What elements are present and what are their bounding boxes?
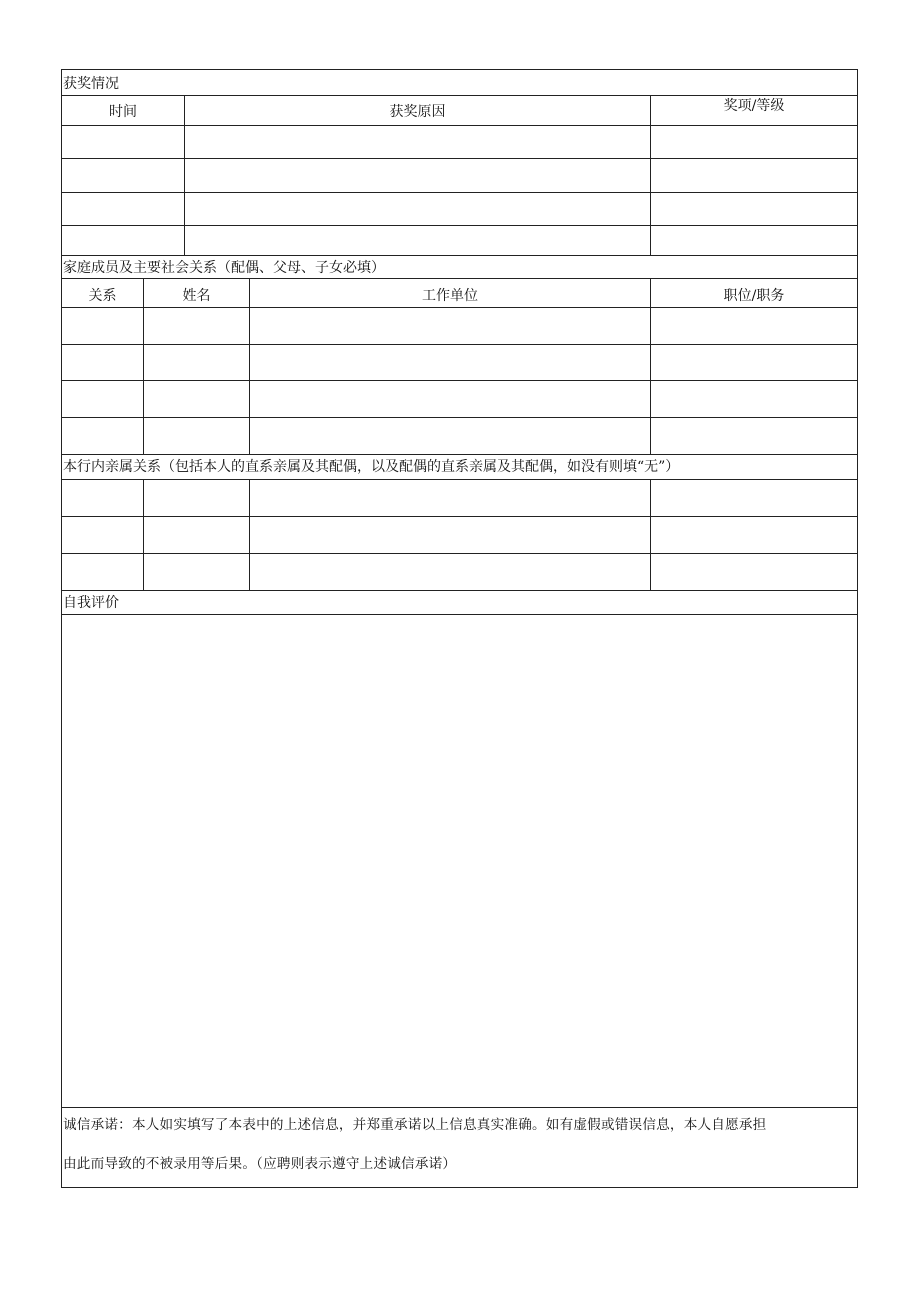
family-header-name: 姓名 <box>182 288 211 304</box>
family-title: 家庭成员及主要社会关系（配偶、父母、子女必填） <box>63 260 385 276</box>
family-header-employer-cell <box>250 279 651 307</box>
self-evaluation-title: 自我评价 <box>63 595 119 611</box>
family-relation-input[interactable] <box>62 308 144 344</box>
family-row <box>62 345 857 381</box>
family-header-relation-cell <box>62 279 144 307</box>
family-employer-input[interactable] <box>250 418 651 454</box>
family-header-row <box>62 279 857 308</box>
relatives-name-input[interactable] <box>144 554 250 590</box>
relatives-section-header <box>62 455 857 480</box>
family-row <box>62 418 857 455</box>
awards-level-input[interactable] <box>651 126 857 158</box>
awards-level-input[interactable] <box>651 226 857 255</box>
self-evaluation-textarea[interactable] <box>62 615 857 1108</box>
relatives-relation-input[interactable] <box>62 554 144 590</box>
family-position-input[interactable] <box>651 418 857 454</box>
awards-row <box>62 226 857 256</box>
awards-header-time: 时间 <box>109 104 137 120</box>
family-employer-input[interactable] <box>250 381 651 417</box>
application-form-sheet <box>61 69 858 1188</box>
pledge-line-2: 由此而导致的不被录用等后果。（应聘则表示遵守上述诚信承诺） <box>63 1156 457 1172</box>
pledge-line-1: 诚信承诺：本人如实填写了本表中的上述信息，并郑重承诺以上信息真实准确。如有虚假或错误信息，本人自愿承担 <box>63 1117 767 1133</box>
family-relation-input[interactable] <box>62 418 144 454</box>
family-section-header <box>62 256 857 279</box>
family-row <box>62 381 857 418</box>
relatives-relation-input[interactable] <box>62 480 144 516</box>
integrity-pledge <box>63 1106 853 1184</box>
family-position-input[interactable] <box>651 345 857 380</box>
family-name-input[interactable] <box>144 418 250 454</box>
relatives-position-input[interactable] <box>651 480 857 516</box>
relatives-name-input[interactable] <box>144 517 250 553</box>
awards-time-input[interactable] <box>62 159 185 192</box>
awards-row <box>62 126 857 159</box>
family-row <box>62 308 857 345</box>
family-employer-input[interactable] <box>250 308 651 344</box>
awards-reason-input[interactable] <box>185 226 651 255</box>
awards-header-reason-cell <box>185 96 651 125</box>
relatives-row <box>62 554 857 591</box>
relatives-position-input[interactable] <box>651 554 857 590</box>
family-name-input[interactable] <box>144 381 250 417</box>
self-evaluation-header <box>62 591 857 615</box>
awards-header-level: 奖项/等级 <box>723 98 785 114</box>
relatives-relation-input[interactable] <box>62 517 144 553</box>
relatives-employer-input[interactable] <box>250 554 651 590</box>
awards-reason-input[interactable] <box>185 159 651 192</box>
family-header-relation: 关系 <box>88 288 117 304</box>
awards-title: 获奖情况 <box>63 76 119 92</box>
family-header-position: 职位/职务 <box>723 288 785 304</box>
awards-level-input[interactable] <box>651 193 857 225</box>
awards-row <box>62 193 857 226</box>
awards-header-time-cell <box>62 96 185 125</box>
awards-time-input[interactable] <box>62 226 185 255</box>
awards-row <box>62 159 857 193</box>
relatives-position-input[interactable] <box>651 517 857 553</box>
awards-level-input[interactable] <box>651 159 857 192</box>
relatives-employer-input[interactable] <box>250 517 651 553</box>
family-name-input[interactable] <box>144 345 250 380</box>
awards-time-input[interactable] <box>62 193 185 225</box>
family-header-employer: 工作单位 <box>422 288 478 304</box>
awards-header-row <box>62 96 857 126</box>
awards-section-header <box>62 70 857 96</box>
relatives-employer-input[interactable] <box>250 480 651 516</box>
relatives-row <box>62 480 857 517</box>
awards-reason-input[interactable] <box>185 126 651 158</box>
family-employer-input[interactable] <box>250 345 651 380</box>
family-position-input[interactable] <box>651 308 857 344</box>
relatives-name-input[interactable] <box>144 480 250 516</box>
family-name-input[interactable] <box>144 308 250 344</box>
family-position-input[interactable] <box>651 381 857 417</box>
relatives-row <box>62 517 857 554</box>
family-relation-input[interactable] <box>62 381 144 417</box>
awards-time-input[interactable] <box>62 126 185 158</box>
awards-header-level-cell <box>651 96 857 125</box>
relatives-title: 本行内亲属关系（包括本人的直系亲属及其配偶，以及配偶的直系亲属及其配偶，如没有则填“无”） <box>63 459 680 475</box>
family-header-name-cell <box>144 279 250 307</box>
awards-header-reason: 获奖原因 <box>389 104 446 120</box>
family-header-position-cell <box>651 279 857 307</box>
family-relation-input[interactable] <box>62 345 144 380</box>
awards-reason-input[interactable] <box>185 193 651 225</box>
